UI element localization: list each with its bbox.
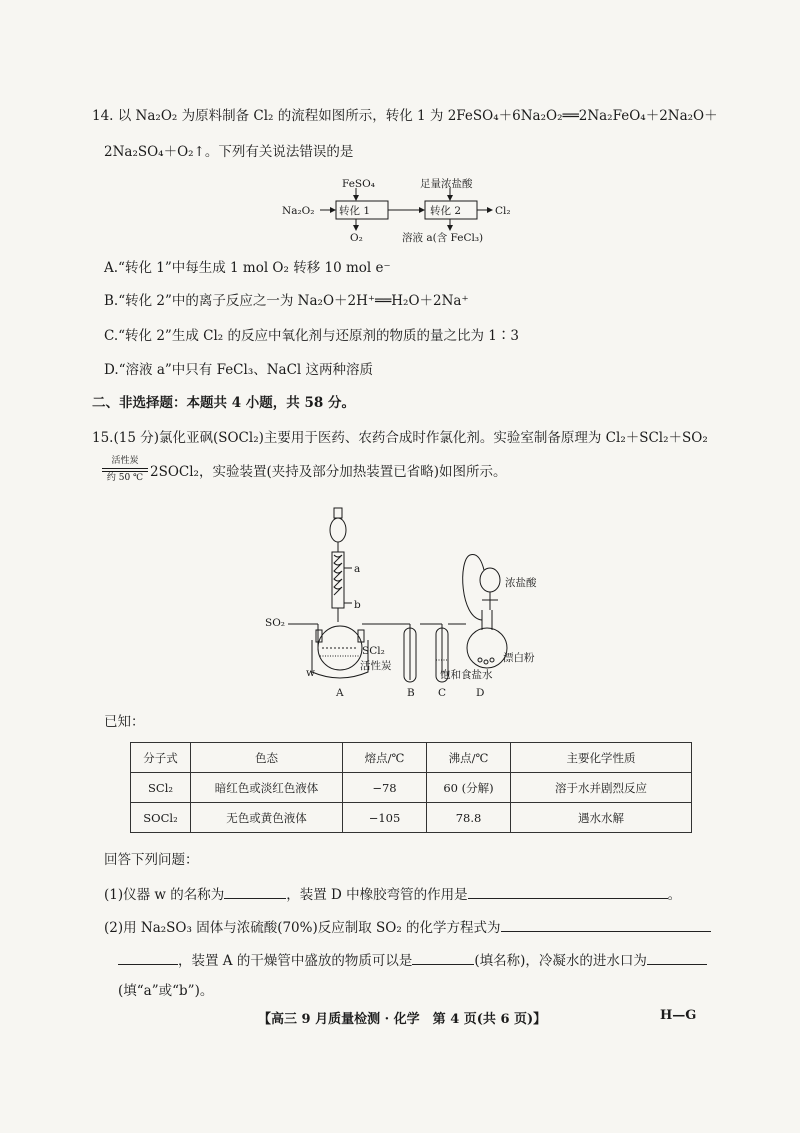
sub-question-2-line3: (填“a”或“b”)。 xyxy=(118,983,214,999)
sub-question-2-line1 xyxy=(104,917,711,937)
flow-product1: O₂ xyxy=(350,232,363,244)
flow-reagent2: 足量浓盐酸 xyxy=(420,178,473,190)
q14-stem-line1: 14. 以 Na₂O₂ 为原料制备 Cl₂ 的流程如图所示，转化 1 为 2FeSO₄＋6Na₂O₂══2Na₂FeO₄＋2Na₂O＋ xyxy=(92,108,718,124)
label-so2: SO₂ xyxy=(265,617,286,629)
properties-table xyxy=(130,742,692,833)
condition-catalyst: 活性炭 xyxy=(111,456,139,466)
sub1-text-c: 。 xyxy=(667,887,682,903)
label-bleach: 漂白粉 xyxy=(503,652,535,664)
q14-option-c: C.“转化 2”生成 Cl₂ 的反应中氧化剂与还原剂的物质的量之比为 1∶3 xyxy=(104,328,519,344)
answer-blank-equation-2[interactable] xyxy=(118,950,178,965)
table-cell: 溶于水并剧烈反应 xyxy=(511,773,692,803)
label-brine: 饱和食盐水 xyxy=(440,669,493,681)
page-code: H—G xyxy=(660,1008,697,1023)
q14-option-d: D.“溶液 a”中只有 FeCl₃、NaCl 这两种溶质 xyxy=(104,362,374,378)
table-header-row xyxy=(131,743,692,773)
table-header-cell: 主要化学性质 xyxy=(511,743,692,773)
reaction-condition xyxy=(102,456,148,484)
flow-box2-label: 转化 2 xyxy=(430,205,462,217)
flow-start: Na₂O₂ xyxy=(282,205,315,217)
table-cell: 78.8 xyxy=(427,803,511,833)
condition-temperature: 约 50 ℃ xyxy=(106,473,144,483)
label-scl2: SCl₂ xyxy=(362,645,385,657)
table-cell: 遇水水解 xyxy=(511,803,692,833)
label-A: A xyxy=(336,687,344,699)
section-2-heading: 二、非选择题：本题共 4 小题，共 58 分。 xyxy=(92,395,355,411)
flow-product2: 溶液 a(含 FeCl₃) xyxy=(402,232,484,244)
table-cell: 无色或黄色液体 xyxy=(191,803,343,833)
flow-reagent1: FeSO₄ xyxy=(342,178,375,190)
table-cell: 60 (分解) xyxy=(427,773,511,803)
label-D: D xyxy=(476,687,485,699)
label-C: C xyxy=(438,687,447,699)
q14-option-a: A.“转化 1”中每生成 1 mol O₂ 转移 10 mol e⁻ xyxy=(104,260,391,276)
table-header-cell: 熔点/℃ xyxy=(343,743,427,773)
flow-end: Cl₂ xyxy=(495,205,511,217)
flow-box1-label: 转化 1 xyxy=(339,205,371,217)
label-w: w xyxy=(306,667,315,679)
answer-blank-drying-agent[interactable] xyxy=(412,950,474,965)
label-B: B xyxy=(407,687,415,699)
known-label: 已知： xyxy=(104,714,145,730)
sub2-text-a: (2)用 Na₂SO₃ 固体与浓硫酸(70%)反应制取 SO₂ 的化学方程式为 xyxy=(104,920,501,936)
answer-blank-w-name[interactable] xyxy=(224,884,286,899)
answer-blank-tube-purpose[interactable] xyxy=(468,884,668,899)
q14-option-b: B.“转化 2”中的离子反应之一为 Na₂O＋2H⁺══H₂O＋2Na⁺ xyxy=(104,293,469,309)
table-cell: SOCl₂ xyxy=(131,803,191,833)
answer-blank-equation-1[interactable] xyxy=(501,917,711,932)
table-header-cell: 沸点/℃ xyxy=(427,743,511,773)
apparatus-diagram xyxy=(260,500,540,700)
table-header-cell: 分子式 xyxy=(131,743,191,773)
sub1-text-b: ，装置 D 中橡胶弯管的作用是 xyxy=(286,887,468,903)
table-header-cell: 色态 xyxy=(191,743,343,773)
table-cell: SCl₂ xyxy=(131,773,191,803)
sub-question-2-line2 xyxy=(118,950,707,970)
sub-question-1 xyxy=(104,884,681,904)
label-hcl: 浓盐酸 xyxy=(505,577,537,589)
table-cell: 暗红色或淡红色液体 xyxy=(191,773,343,803)
page-footer: 【高三 9 月质量检测 · 化学 第 4 页(共 6 页)】 xyxy=(258,1012,547,1027)
equilibrium-sign xyxy=(102,468,148,472)
sub2-text-c: (填名称)，冷凝水的进水口为 xyxy=(474,953,647,969)
table-cell: −105 xyxy=(343,803,427,833)
q14-stem-line2: 2Na₂SO₄＋O₂↑。下列有关说法错误的是 xyxy=(104,144,354,160)
answer-intro: 回答下列问题： xyxy=(104,852,199,868)
label-a: a xyxy=(354,563,361,575)
answer-blank-water-inlet[interactable] xyxy=(647,950,707,965)
label-carbon: 活性炭 xyxy=(360,660,392,672)
table-row xyxy=(131,803,692,833)
table-row xyxy=(131,773,692,803)
sub2-text-b: ，装置 A 的干燥管中盛放的物质可以是 xyxy=(178,953,413,969)
q15-stem-line2: 2SOCl₂，实验装置(夹持及部分加热装置已省略)如图所示。 xyxy=(150,464,507,480)
label-b: b xyxy=(354,599,361,611)
sub1-text-a: (1)仪器 w 的名称为 xyxy=(104,887,225,903)
table-cell: −78 xyxy=(343,773,427,803)
q15-stem-line1: 15.(15 分)氯化亚砜(SOCl₂)主要用于医药、农药合成时作氯化剂。实验室制备原理为 Cl₂＋SCl₂＋SO₂ xyxy=(92,430,708,446)
